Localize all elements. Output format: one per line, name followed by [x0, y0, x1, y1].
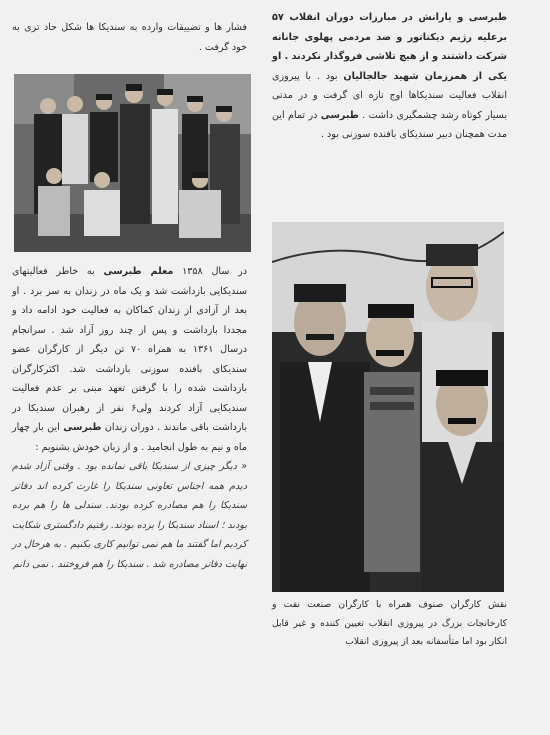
portrait-photo-four-men [272, 222, 504, 592]
portrait-photo-image [272, 222, 504, 592]
bold-name-tabarsi-3: طبرسی [63, 422, 102, 433]
bold-name-tabarsi-2: طبرسی [320, 109, 359, 121]
top-paragraph: فشار ها و تضییقات وارده به سندیکا ها شکل حاد تری به خود گرفت . [12, 22, 247, 53]
main-text-end: این بار چهار ماه و نیم به طول انجامید . و از زبان خودش بشنویم : [12, 422, 247, 453]
bold-name-moalem-tabarsi: معلم طبرسی [103, 266, 174, 277]
main-text-start: در سال ۱۳۵۸ [173, 266, 248, 277]
bold-name-tabarsi: طبرسی و یارانش در مبارزات دوران انقلاب ۵۷ برعلیه رژیم دیکتاتور و ضد مردمی پهلوی جانانه شرکت داشتند و از هیچ تلاشی فروگذار نکردند . او یکی از همرزمان [272, 12, 508, 82]
group-photo-image [14, 74, 251, 252]
martyr-name: شهید جالجالیان [343, 70, 419, 82]
main-text-body: به خاطر فعالیتهای سندیکایی بازداشت شد و یک ماه در زندان به سر برد . او بعد از آزادی از زندان کماکان به فعالیت خود ادامه داد و مجددا بازداشت و پس از چند روز آزاد شد . سرانجام درسال ۱۳۶۱ به همراه ۷۰ تن دیگر از کارگران عضو سندیکای بافنده سوزنی بازداشت شد. اکثرکارگران بازداشت شده را با گرفتن تعهد مبنی بر عدم فعالیت سندیکایی آزاد کردند ولی۶ نفر از رهبران سندیکا در بازداشت باقی ماندند . دوران زندان [12, 266, 248, 433]
main-paragraph [12, 262, 247, 457]
group-photo-workers [14, 74, 251, 252]
intro-text: بود . با پیروزی انقلاب فعالیت سندیکاها اوج تازه ای گرفت و در مدتی بسیار کوتاه رشد چشمگیری داشت . [272, 70, 507, 121]
left-column-main [12, 262, 247, 574]
caption-text: نقش کارگران صنوف همراه با کارگران صنعت نفت و کارخانجات بزرگ در پیروزی انقلاب تعیین کننده و غیر قابل انکار بود اما متأسفانه بعد از پیروزی انقلاب [272, 599, 507, 648]
intro-paragraph [272, 8, 507, 145]
intro-text-end: در تمام این مدت همچنان دبیر سندیکای بافنده سوزنی بود . [272, 109, 507, 140]
right-column-intro [272, 8, 507, 145]
photo-caption [272, 596, 507, 652]
quote-paragraph: « دیگر چیزی از سندیکا باقی نمانده بود . وقتی آزاد شدم دیدم همه اجناس تعاونی سندیکا را غارت کرده اند دفاتر سندیکا را هم مصادره کرده بودند. سندلی ها را هم برده بودند ؛ اسناد سندیکا را برده بودند. رفتیم دادگستری شکایت کردیم اما گفتند ما هم نمی توانیم کاری بکنیم . به هرحال در نهایت دفاتر مصادره شد . سندیکا را هم فروختند . نمی دانم [12, 461, 247, 570]
left-column-top [12, 18, 247, 57]
